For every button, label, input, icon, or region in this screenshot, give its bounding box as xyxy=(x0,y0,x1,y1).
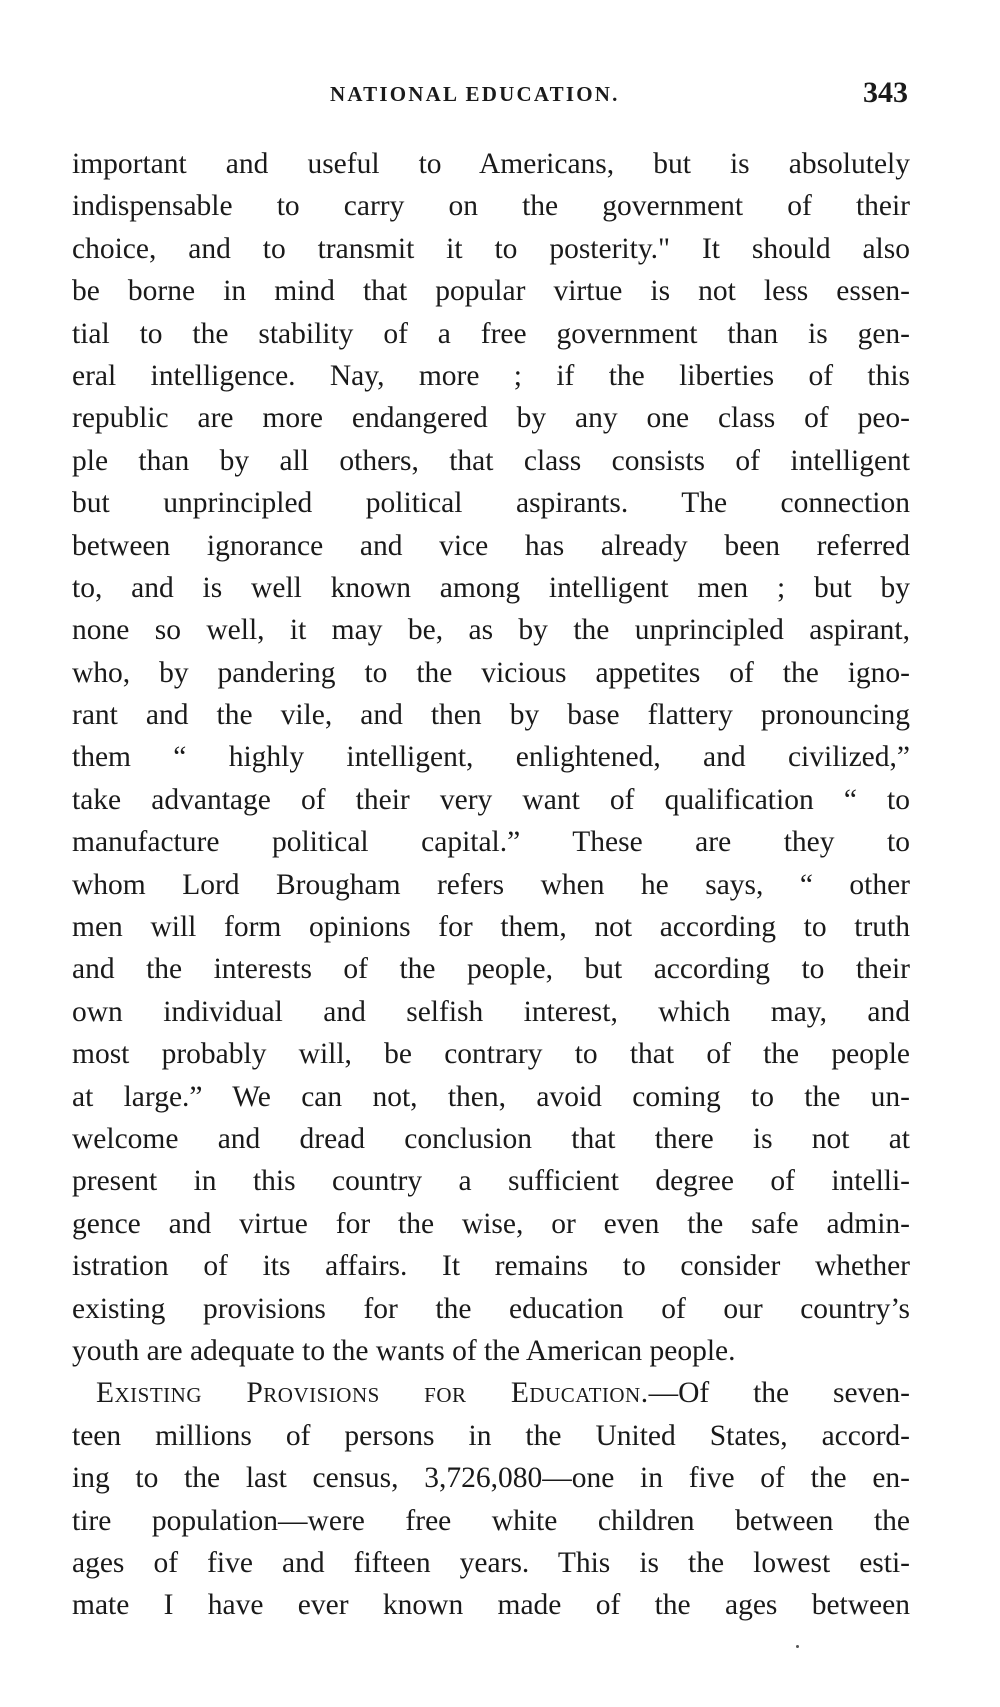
text-line: to, and is well known among intelligent men ; but by xyxy=(72,571,910,604)
text-line: but unprincipled political aspirants. The connection xyxy=(72,487,910,520)
text-line: gence and virtue for the wise, or even the safe admin- xyxy=(72,1207,910,1240)
text-line: manufacture political capital.” These are they to xyxy=(72,826,910,859)
text-line: be borne in mind that popular virtue is not less essen- xyxy=(72,275,910,308)
text-line: whom Lord Brougham refers when he says, “ other xyxy=(72,868,910,901)
text-line: welcome and dread conclusion that there is not at xyxy=(72,1122,910,1155)
text-line: tial to the stability of a free government than is gen- xyxy=(72,317,910,350)
text-line: choice, and to transmit it to posterity." It should also xyxy=(72,232,910,265)
text-line: take advantage of their very want of qualification “ to xyxy=(72,783,910,816)
page-number: 343 xyxy=(863,76,908,109)
text-line: at large.” We can not, then, avoid coming to the un- xyxy=(72,1080,910,1113)
text-line: none so well, it may be, as by the unprincipled aspirant, xyxy=(72,614,910,647)
body-text xyxy=(72,143,910,1627)
text-line: between ignorance and vice has already been referred xyxy=(72,529,910,562)
text-line: indispensable to carry on the government of their xyxy=(72,190,910,223)
text-line: most probably will, be contrary to that of the people xyxy=(72,1038,910,1071)
text-line: mate I have ever known made of the ages between xyxy=(72,1589,910,1622)
text-line: important and useful to Americans, but is absolutely xyxy=(72,148,910,180)
text-line: and the interests of the people, but according to their xyxy=(72,953,910,986)
text-line: teen millions of persons in the United States, accord- xyxy=(72,1419,910,1452)
text-line: ing to the last census, 3,726,080—one in five of the en- xyxy=(72,1462,910,1495)
text-line: ages of five and fifteen years. This is the lowest esti- xyxy=(72,1546,910,1579)
text-line: —Of the seven- xyxy=(648,1377,910,1410)
text-line: own individual and selfish interest, which may, and xyxy=(72,995,910,1028)
running-header xyxy=(0,76,1000,116)
text-line: tire population—were free white children between the xyxy=(72,1504,910,1537)
text-line: them “ highly intelligent, enlightened, and civilized,” xyxy=(72,741,910,774)
text-line: rant and the vile, and then by base flattery pronouncing xyxy=(72,699,910,732)
text-line: republic are more endangered by any one class of peo- xyxy=(72,402,910,435)
text-line: existing provisions for the education of our country’s xyxy=(72,1292,910,1325)
text-line: who, by pandering to the vicious appetites of the igno- xyxy=(72,656,910,689)
text-line: istration of its affairs. It remains to consider whether xyxy=(72,1250,910,1283)
text-line: eral intelligence. Nay, more ; if the liberties of this xyxy=(72,359,910,392)
section-first-line xyxy=(72,1372,910,1414)
running-title: NATIONAL EDUCATION. xyxy=(330,82,620,106)
text-line: present in this country a sufficient degree of intelli- xyxy=(72,1165,910,1198)
text-line: youth are adequate to the wants of the American people. xyxy=(72,1334,736,1367)
text-line: men will form opinions for them, not according to truth xyxy=(72,911,910,944)
print-speck xyxy=(796,1645,799,1648)
text-line: ple than by all others, that class consists of intelligent xyxy=(72,444,910,477)
section-heading: Existing Provisions for Education. xyxy=(96,1377,649,1410)
